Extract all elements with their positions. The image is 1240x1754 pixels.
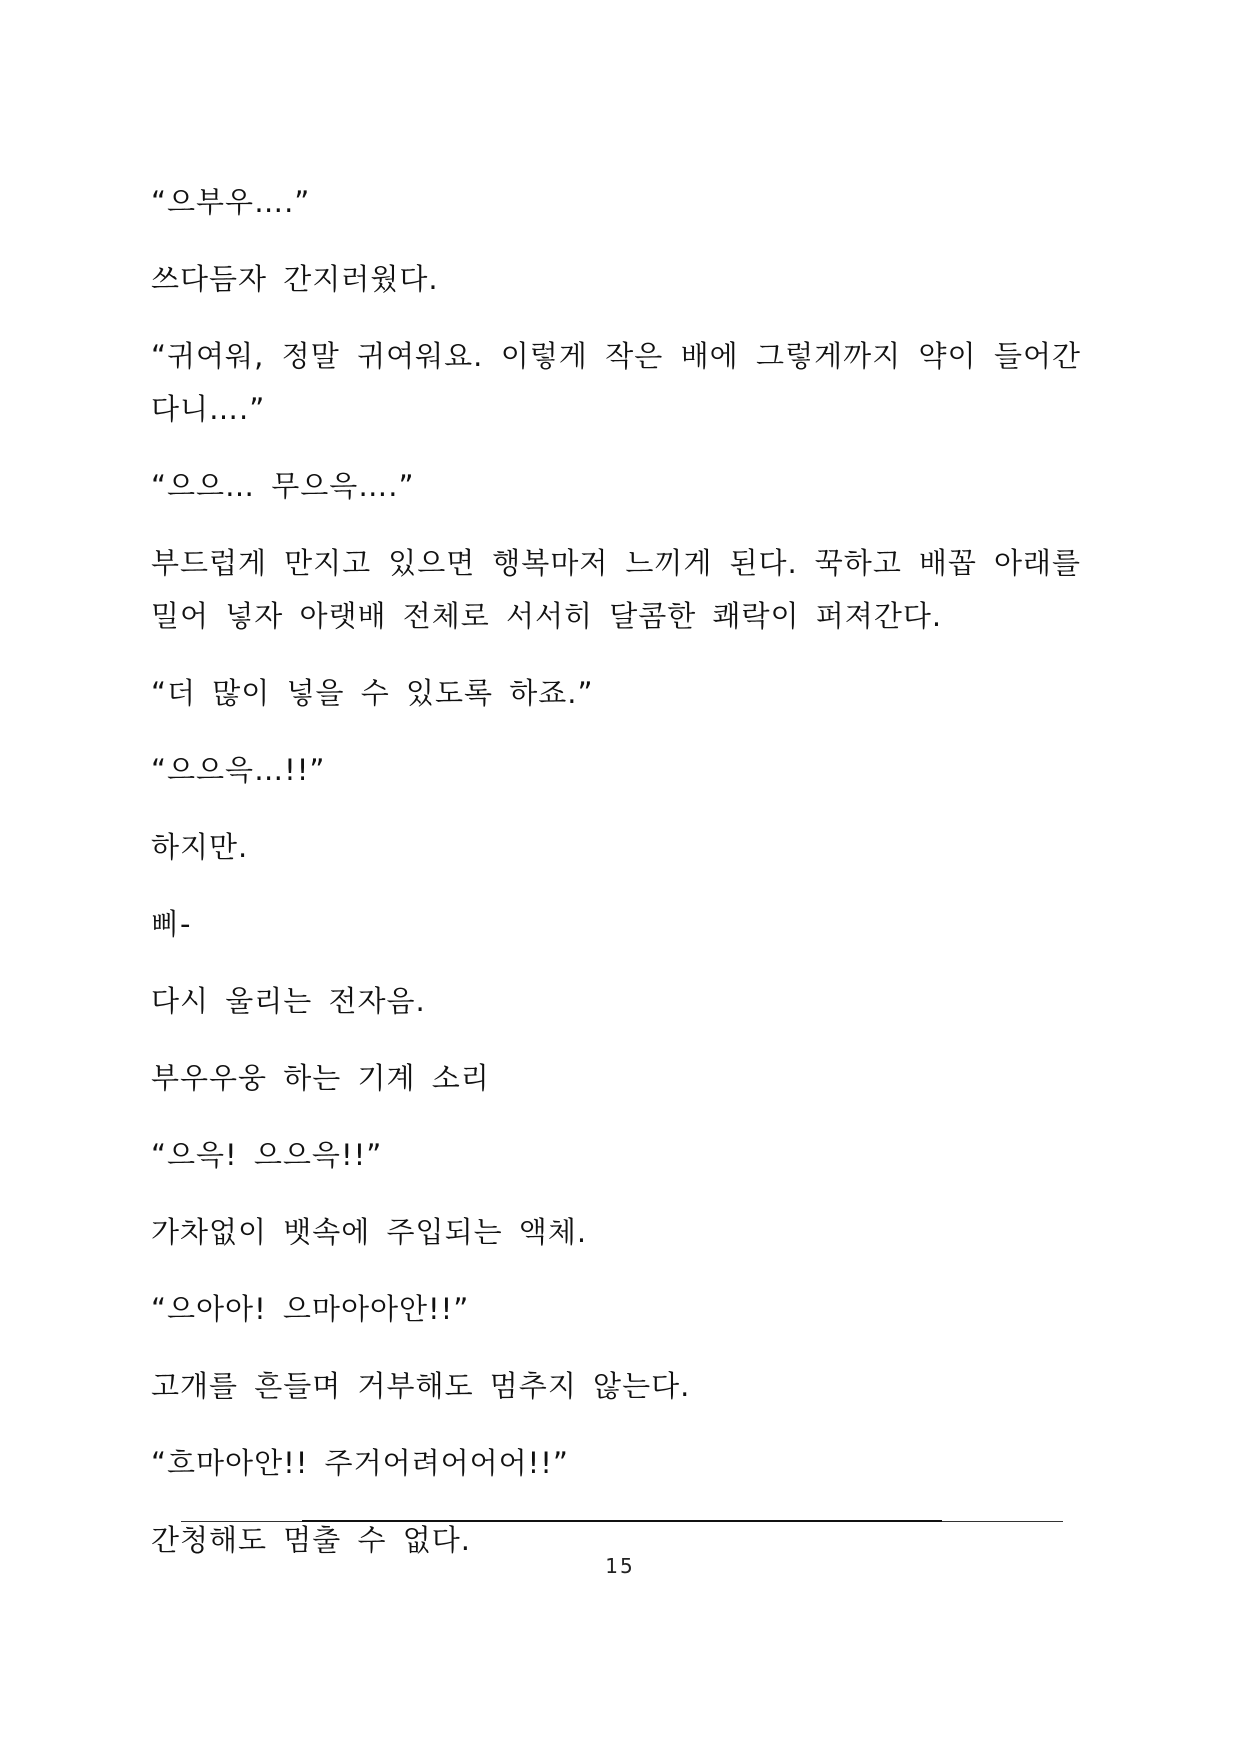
page-number: 15	[605, 1554, 635, 1578]
paragraph: “으부우….”	[151, 185, 311, 219]
page-body	[151, 176, 1081, 1591]
paragraph: 다시 울리는 전자음.	[151, 984, 426, 1018]
footer-divider-accent	[302, 1520, 942, 1522]
paragraph: 하지만.	[151, 830, 249, 864]
paragraph: “으아아! 으마아아안!!”	[151, 1292, 470, 1326]
paragraph: “으으… 무으윽….”	[151, 469, 415, 503]
paragraph: “으으윽…!!”	[151, 753, 326, 787]
paragraph: 고개를 흔들며 거부해도 멈추지 않는다.	[151, 1369, 691, 1403]
paragraph: 간청해도 멈출 수 없다.	[151, 1523, 471, 1557]
paragraph: “더 많이 넣을 수 있도록 하죠.”	[151, 676, 594, 710]
paragraph: 쓰다듬자 간지러웠다.	[151, 262, 439, 296]
paragraph: 가차없이 뱃속에 주입되는 액체.	[151, 1215, 588, 1249]
paragraph: 부우우웅 하는 기계 소리	[151, 1061, 490, 1095]
paragraph: “으윽! 으으윽!!”	[151, 1138, 383, 1172]
paragraph: 부드럽게 만지고 있으면 행복마저 느끼게 된다. 꾹하고 배꼽 아래를 밀어 넣자 아랫배 전체로 서서히 달콤한 쾌락이 퍼져간다.	[151, 546, 1081, 633]
paragraph: “귀여워, 정말 귀여워요. 이렇게 작은 배에 그렇게까지 약이 들어간다니….”	[151, 339, 1081, 426]
paragraph: “흐마아안!! 주거어려어어어!!”	[151, 1446, 569, 1480]
paragraph: 삐-	[151, 907, 192, 941]
